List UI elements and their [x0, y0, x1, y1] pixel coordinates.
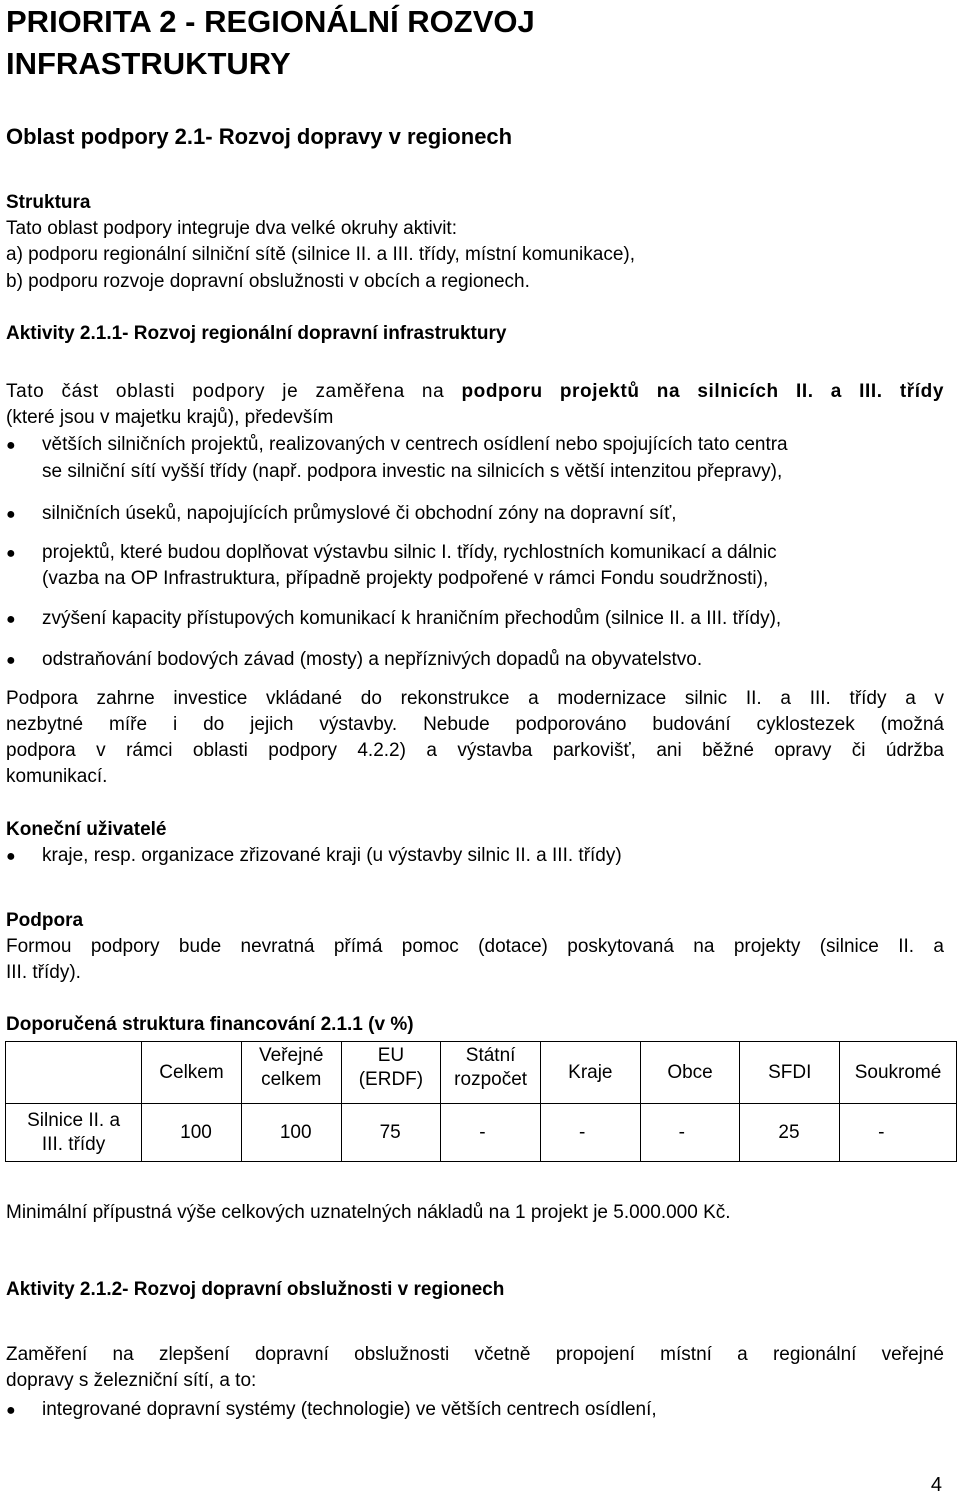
structure-line: Tato oblast podpory integruje dva velké okruhy aktivit:: [6, 218, 457, 239]
table-cell: -: [540, 1104, 640, 1162]
bullet-icon: ●: [6, 1402, 16, 1419]
activity1-paragraph-line: komunikací.: [6, 766, 108, 787]
bullet-text: se silniční sítí vyšší třídy (např. podpora investic na silnicích s větší intenzitou přepravy),: [42, 461, 783, 482]
bullet-icon: ●: [6, 506, 16, 523]
bullet-text: (vazba na OP Infrastruktura, případně projekty podpořené v rámci Fondu soudržnosti),: [42, 568, 769, 589]
page-number: 4: [930, 1474, 942, 1496]
bullet-text: větších silničních projektů, realizovaných v centrech osídlení nebo spojujících tato centra: [42, 434, 788, 455]
table-header-cell: SFDI: [740, 1042, 840, 1104]
table-cell: 25: [740, 1104, 840, 1162]
page-title-line2: INFRASTRUKTURY: [6, 46, 291, 81]
bullet-icon: ●: [6, 848, 16, 865]
activity2-heading: Aktivity 2.1.2- Rozvoj dopravní obslužnosti v regionech: [6, 1279, 505, 1300]
table-header-cell: Kraje: [540, 1042, 640, 1104]
activity1-heading: Aktivity 2.1.1- Rozvoj regionální dopravní infrastruktury: [6, 323, 507, 344]
support-line: III. třídy).: [6, 962, 81, 983]
table-header-cell: Soukromé: [840, 1042, 957, 1104]
table-row-label: Silnice II. a III. třídy: [6, 1104, 142, 1162]
financing-table: [5, 1041, 957, 1162]
table-header-cell: Celkem: [142, 1042, 242, 1104]
table-header-cell: Státní rozpočet: [441, 1042, 541, 1104]
table-cell: -: [840, 1104, 957, 1162]
page-title-line1: PRIORITA 2 - REGIONÁLNÍ ROZVOJ: [6, 4, 535, 39]
structure-line: a) podporu regionální silniční sítě (silnice II. a III. třídy, místní komunikace),: [6, 244, 636, 265]
table-row: [6, 1104, 957, 1162]
table-cell: 75: [341, 1104, 441, 1162]
table-cell: -: [441, 1104, 541, 1162]
structure-line: b) podporu rozvoje dopravní obslužnosti v obcích a regionech.: [6, 271, 530, 292]
activity1-intro-bold: podporu projektů na silnicích II. a III. třídy: [461, 381, 944, 402]
area-heading: Oblast podpory 2.1- Rozvoj dopravy v regionech: [6, 124, 513, 149]
bullet-text: zvýšení kapacity přístupových komunikací k hraničním přechodům (silnice II. a III. třídy),: [42, 608, 782, 629]
bullet-text: odstraňování bodových závad (mosty) a nepříznivých dopadů na obyvatelstvo.: [42, 649, 703, 670]
bullet-text: silničních úseků, napojujících průmyslové či obchodní zóny na dopravní síť,: [42, 503, 677, 524]
bullet-icon: ●: [6, 437, 16, 454]
table-cell: -: [640, 1104, 740, 1162]
activity1-intro-normal: Tato část oblasti podpory je zaměřena na: [6, 381, 462, 402]
bullet-text: projektů, které budou doplňovat výstavbu silnic I. třídy, rychlostních komunikací a dálnic: [42, 542, 777, 563]
end-users-heading: Koneční uživatelé: [6, 819, 167, 840]
activity1-paragraph-line: podpora v rámci oblasti podpory 4.2.2) a výstavba parkovišť, ani běžné opravy či údržba: [6, 740, 944, 761]
bullet-icon: ●: [6, 545, 16, 562]
table-cell: 100: [142, 1104, 242, 1162]
bullet-text: kraje, resp. organizace zřizované kraji (u výstavby silnic II. a III. třídy): [42, 845, 622, 866]
activity1-intro: [6, 379, 944, 405]
bullet-icon: ●: [6, 652, 16, 669]
activity2-line: dopravy s železniční sítí, a to:: [6, 1370, 257, 1391]
bullet-text: integrované dopravní systémy (technologie) ve větších centrech osídlení,: [42, 1399, 657, 1420]
activity1-paragraph-line: nezbytné míře i do jejich výstavby. Nebude podporováno budování cyklostezek (možná: [6, 714, 944, 735]
support-line: Formou podpory bude nevratná přímá pomoc (dotace) poskytovaná na projekty (silnice II. a: [6, 936, 944, 957]
table-header-cell: Obce: [640, 1042, 740, 1104]
table-header-cell: EU (ERDF): [341, 1042, 441, 1104]
table-header-row: [6, 1042, 957, 1104]
min-cost-text: Minimální přípustná výše celkových uznatelných nákladů na 1 projekt je 5.000.000 Kč.: [6, 1202, 731, 1223]
financing-heading: Doporučená struktura financování 2.1.1 (v %): [6, 1014, 414, 1035]
activity1-intro-line2: (které jsou v majetku krajů), především: [6, 407, 334, 428]
activity1-paragraph-line: Podpora zahrne investice vkládané do rekonstrukce a modernizace silnic II. a III. třídy a v: [6, 688, 944, 709]
structure-heading: Struktura: [6, 192, 91, 213]
table-header-cell: [6, 1042, 142, 1104]
activity2-line: Zaměření na zlepšení dopravní obslužnosti včetně propojení místní a regionální veřejné: [6, 1344, 944, 1365]
table-header-cell: Veřejné celkem: [241, 1042, 341, 1104]
support-heading: Podpora: [6, 910, 84, 931]
bullet-icon: ●: [6, 611, 16, 628]
table-cell: 100: [241, 1104, 341, 1162]
